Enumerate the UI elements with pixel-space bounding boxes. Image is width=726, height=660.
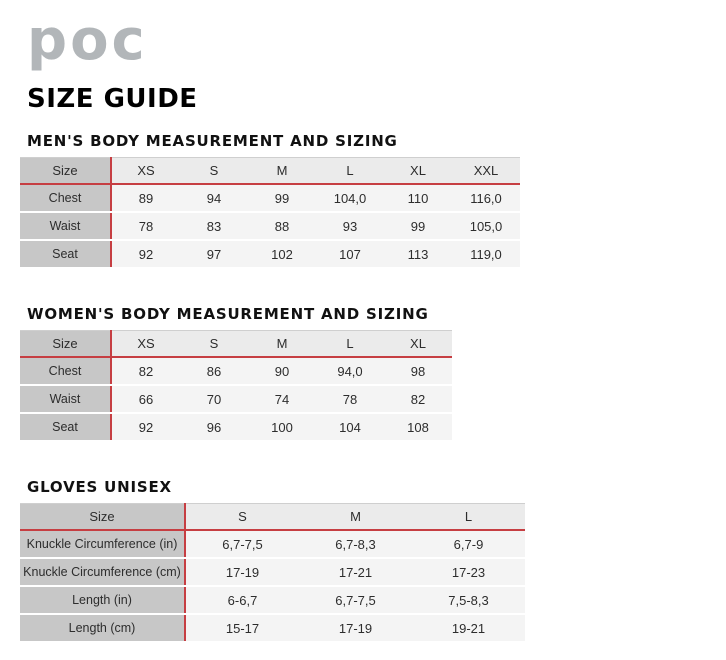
- womens-section-heading: WOMEN'S BODY MEASUREMENT AND SIZING: [27, 305, 429, 323]
- page-title: SIZE GUIDE: [27, 84, 198, 114]
- mens-corner-header: Size: [20, 158, 111, 185]
- cell: 82: [111, 357, 180, 385]
- cell: 102: [248, 240, 316, 268]
- mens-size-table: [20, 157, 520, 269]
- cell: 7,5-8,3: [412, 586, 525, 614]
- row-label-chest: Chest: [20, 184, 111, 212]
- cell: 78: [111, 212, 180, 240]
- cell: 17-19: [299, 614, 412, 642]
- womens-sizing-section: [20, 305, 726, 442]
- mens-sizing-section: [20, 132, 726, 269]
- mens-col-xs: XS: [111, 158, 180, 185]
- womens-col-s: S: [180, 331, 248, 358]
- row-label-seat: Seat: [20, 413, 111, 441]
- cell: 66: [111, 385, 180, 413]
- womens-corner-header: Size: [20, 331, 111, 358]
- table-row: [20, 558, 525, 586]
- cell: 86: [180, 357, 248, 385]
- table-row: [20, 357, 452, 385]
- cell: 74: [248, 385, 316, 413]
- cell: 89: [111, 184, 180, 212]
- cell: 108: [384, 413, 452, 441]
- womens-header-row: [20, 331, 452, 358]
- cell: 6,7-8,3: [299, 530, 412, 558]
- table-row: [20, 385, 452, 413]
- cell: 19-21: [412, 614, 525, 642]
- table-row: [20, 184, 520, 212]
- womens-col-xs: XS: [111, 331, 180, 358]
- cell: 6,7-7,5: [185, 530, 299, 558]
- cell: 104: [316, 413, 384, 441]
- cell: 93: [316, 212, 384, 240]
- mens-section-heading: MEN'S BODY MEASUREMENT AND SIZING: [27, 132, 398, 150]
- gloves-col-m: M: [299, 504, 412, 531]
- cell: 15-17: [185, 614, 299, 642]
- cell: 94,0: [316, 357, 384, 385]
- table-row: [20, 240, 520, 268]
- cell: 99: [248, 184, 316, 212]
- cell: 17-21: [299, 558, 412, 586]
- mens-col-l: L: [316, 158, 384, 185]
- mens-col-s: S: [180, 158, 248, 185]
- gloves-col-l: L: [412, 504, 525, 531]
- womens-size-table: [20, 330, 452, 442]
- gloves-sizing-section: [20, 478, 726, 643]
- poc-logo: poc: [27, 8, 148, 73]
- cell: 107: [316, 240, 384, 268]
- cell: 119,0: [452, 240, 520, 268]
- cell: 105,0: [452, 212, 520, 240]
- row-label-chest: Chest: [20, 357, 111, 385]
- mens-col-xl: XL: [384, 158, 452, 185]
- cell: 6,7-9: [412, 530, 525, 558]
- row-label-knuckle-cm: Knuckle Circumference (cm): [20, 558, 185, 586]
- table-row: [20, 212, 520, 240]
- cell: 92: [111, 240, 180, 268]
- cell: 110: [384, 184, 452, 212]
- cell: 94: [180, 184, 248, 212]
- gloves-col-s: S: [185, 504, 299, 531]
- cell: 96: [180, 413, 248, 441]
- cell: 97: [180, 240, 248, 268]
- gloves-header-row: [20, 504, 525, 531]
- cell: 92: [111, 413, 180, 441]
- row-label-waist: Waist: [20, 212, 111, 240]
- gloves-corner-header: Size: [20, 504, 185, 531]
- table-row: [20, 614, 525, 642]
- womens-col-m: M: [248, 331, 316, 358]
- row-label-length-cm: Length (cm): [20, 614, 185, 642]
- cell: 113: [384, 240, 452, 268]
- cell: 6-6,7: [185, 586, 299, 614]
- gloves-section-heading: GLOVES UNISEX: [27, 478, 172, 496]
- cell: 88: [248, 212, 316, 240]
- table-row: [20, 413, 452, 441]
- womens-col-xl: XL: [384, 331, 452, 358]
- gloves-size-table: [20, 503, 525, 643]
- cell: 17-19: [185, 558, 299, 586]
- cell: 104,0: [316, 184, 384, 212]
- cell: 82: [384, 385, 452, 413]
- cell: 6,7-7,5: [299, 586, 412, 614]
- womens-col-l: L: [316, 331, 384, 358]
- mens-col-m: M: [248, 158, 316, 185]
- table-row: [20, 530, 525, 558]
- cell: 116,0: [452, 184, 520, 212]
- row-label-length-in: Length (in): [20, 586, 185, 614]
- row-label-knuckle-in: Knuckle Circumference (in): [20, 530, 185, 558]
- cell: 70: [180, 385, 248, 413]
- row-label-waist: Waist: [20, 385, 111, 413]
- row-label-seat: Seat: [20, 240, 111, 268]
- cell: 98: [384, 357, 452, 385]
- mens-header-row: [20, 158, 520, 185]
- cell: 90: [248, 357, 316, 385]
- cell: 83: [180, 212, 248, 240]
- cell: 99: [384, 212, 452, 240]
- mens-col-xxl: XXL: [452, 158, 520, 185]
- cell: 78: [316, 385, 384, 413]
- cell: 17-23: [412, 558, 525, 586]
- table-row: [20, 586, 525, 614]
- cell: 100: [248, 413, 316, 441]
